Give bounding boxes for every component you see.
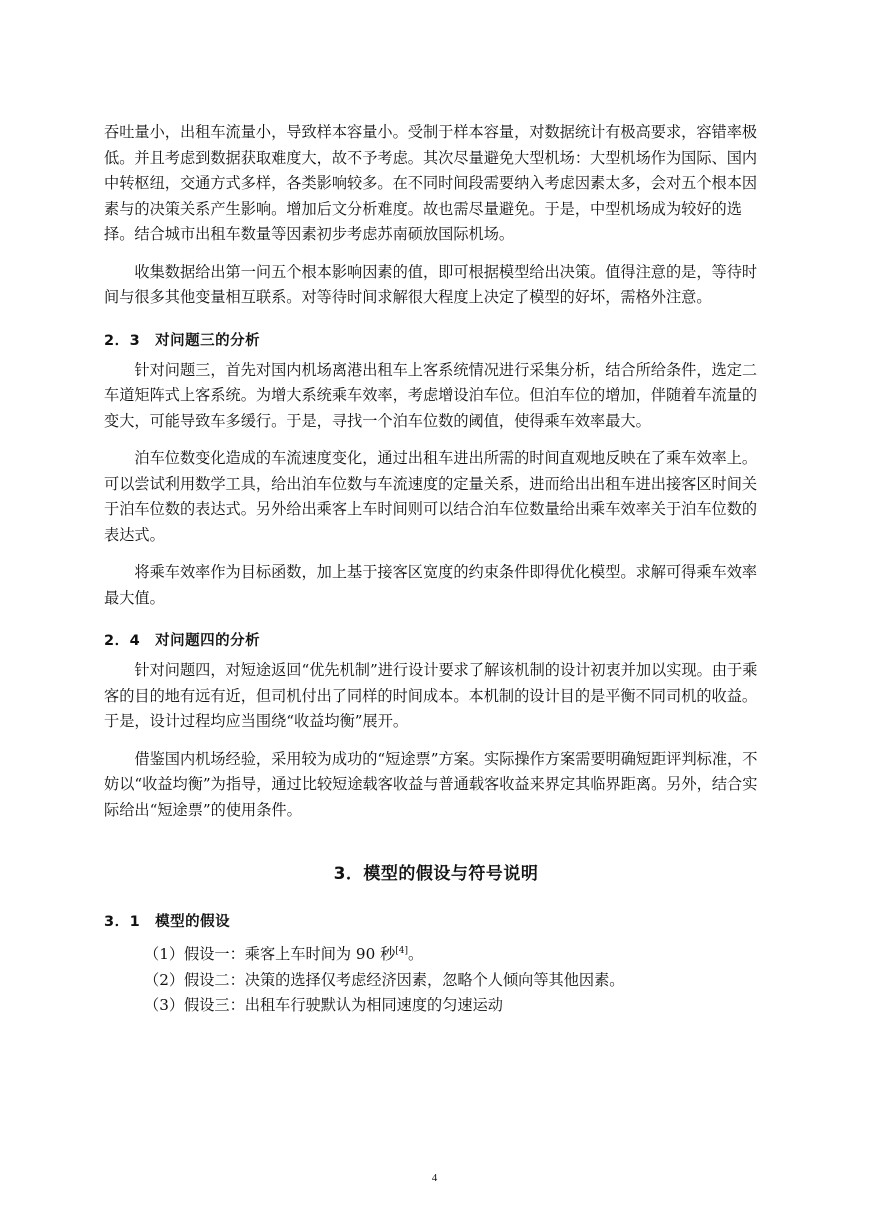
section-heading-2-3: 2．3 对问题三的分析 — [104, 332, 261, 349]
assumption-tail: 。 — [408, 945, 424, 964]
paragraph: 将乘车效率作为目标函数，加上基于接客区宽度的约束条件即得优化模型。求解可得乘车效率最大值。 — [104, 563, 758, 607]
assumption-text: （1）假设一：乘客上车时间为 90 秒 — [144, 945, 396, 964]
paragraph-continued: 吞吐量小，出租车流量小，导致样本容量小。受制于样本容量，对数据统计有极高要求，容错率极低。并且考虑到数据获取难度大，故不予考虑。其次尽量避免大型机场：大型机场作为国际、国内中转枢纽，交通方式多样，各类影响较多。在不同时间段需要纳入考虑因素太多，会对五个根本因素与的决策关系产生影响。增加后文分析难度。故也需尽量避免。于是，中型机场成为较好的选择。结合城市出租车数量等因素初步考虑苏南硕放国际机场。 — [104, 123, 758, 243]
paragraph: 借鉴国内机场经验，采用较为成功的“短途票”方案。实际操作方案需要明确短距评判标准，不妨以“收益均衡”为指导，通过比较短途载客收益与普通载客收益来界定其临界距离。另外，结合实际给出“短途票”的使用条件。 — [104, 749, 758, 819]
assumption-item — [144, 939, 768, 968]
document-page — [104, 120, 768, 1019]
page-number: 4 — [431, 1172, 438, 1184]
assumption-text: （3）假设三：出租车行驶默认为相同速度的匀速运动 — [144, 996, 503, 1015]
paragraph: 针对问题三，首先对国内机场离港出租车上客系统情况进行采集分析，结合所给条件，选定二车道矩阵式上客系统。为增大系统乘车效率，考虑增设泊车位。但泊车位的增加，伴随着车流量的变大，可能导致车多缓行。于是，寻找一个泊车位数的阈值，使得乘车效率最大。 — [104, 360, 758, 430]
paragraph: 针对问题四，对短途返回“优先机制”进行设计要求了解该机制的设计初衷并加以实现。由于乘客的目的地有远有近，但司机付出了同样的时间成本。本机制的设计目的是平衡不同司机的收益。于是，设计过程均应当围绕“收益均衡”展开。 — [104, 661, 758, 730]
paragraph: 泊车位数变化造成的车流速度变化，通过出租车进出所需的时间直观地反映在了乘车效率上。可以尝试利用数学工具，给出泊车位数与车流速度的定量关系，进而给出出租车进出接客区时间关于泊车位数的表达式。另外给出乘客上车时间则可以结合泊车位数量给出乘车效率关于泊车位数的表达式。 — [104, 449, 758, 544]
chapter-heading-3: 3．模型的假设与符号说明 — [333, 864, 539, 884]
paragraph: 收集数据给出第一问五个根本影响因素的值，即可根据模型给出决策。值得注意的是，等待时间与很多其他变量相互联系。对等待时间求解很大程度上决定了模型的好坏，需格外注意。 — [104, 262, 758, 306]
assumption-text: （2）假设二：决策的选择仅考虑经济因素，忽略个人倾向等其他因素。 — [144, 970, 625, 989]
section-heading-2-4: 2．4 对问题四的分析 — [104, 633, 261, 649]
citation-superscript: [4] — [395, 946, 409, 956]
assumption-item — [144, 968, 768, 994]
assumption-item — [144, 993, 768, 1019]
section-heading-3-1: 3．1 模型的假设 — [104, 914, 231, 930]
